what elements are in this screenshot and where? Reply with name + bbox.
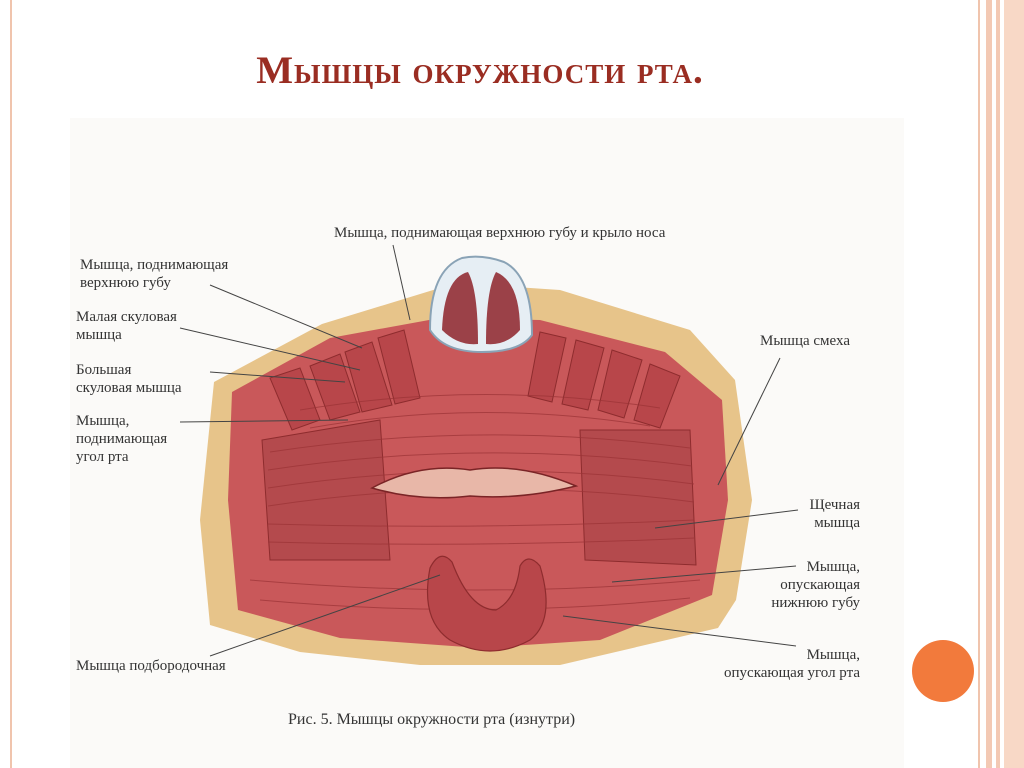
label-depressor-lower-lip: Мышца, опускающая нижнюю губу xyxy=(771,559,860,611)
right-buccinator xyxy=(580,430,696,565)
label-levator-anguli: Мышца, поднимающая угол рта xyxy=(76,413,168,465)
slide-title: Мышцы окружности рта. xyxy=(256,49,704,92)
label-risorius: Мышца смеха xyxy=(760,333,850,349)
label-levator-upper-lip: Мышца, поднимающая верхнюю губу xyxy=(80,257,229,291)
label-zygomatic-minor: Малая скуловая мышца xyxy=(76,309,177,343)
label-depressor-anguli: Мышца, опускающая угол рта xyxy=(724,647,860,681)
label-levator-lip-nose: Мышца, поднимающая верхнюю губу и крыло носа xyxy=(334,225,666,241)
label-mentalis: Мышца подбородочная xyxy=(76,658,226,674)
label-buccinator: Щечная мышца xyxy=(809,497,860,531)
label-zygomatic-major: Большая скуловая мышца xyxy=(76,362,182,396)
accent-dot xyxy=(912,640,974,702)
nose xyxy=(430,257,532,352)
left-buccinator xyxy=(262,420,390,560)
figure-caption: Рис. 5. Мышцы окружности рта (изнутри) xyxy=(288,711,576,728)
